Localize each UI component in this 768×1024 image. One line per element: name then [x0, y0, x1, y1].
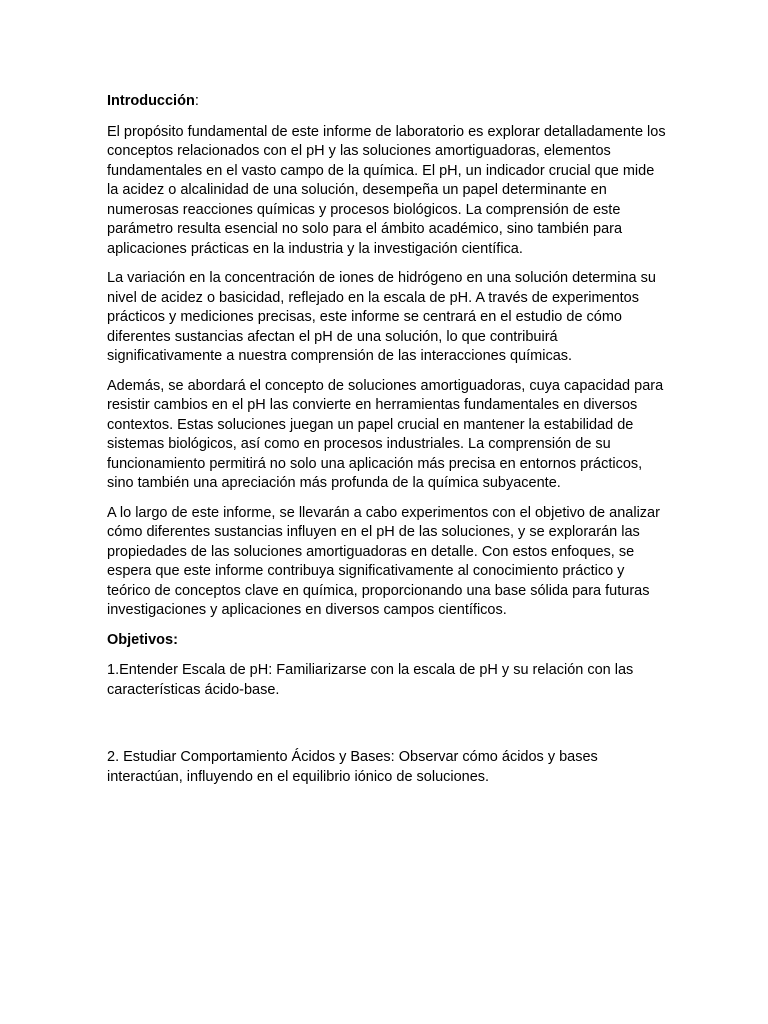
objectives-heading: Objetivos: — [107, 631, 178, 648]
intro-paragraph-2: La variación en la concentración de iones de hidrógeno en una solución determina su nivel de acidez o basicidad, reflejado en la escala de pH. A través de experimentos prácticos y mediciones precisas, este informe se centrará en el estudio de cómo diferentes sustancias afectan el pH de una solución, lo que contribuirá significativamente a nuestra comprensión de las interacciones químicas. — [107, 270, 656, 364]
intro-paragraph-4: A lo largo de este informe, se llevarán a cabo experimentos con el objetivo de analizar cómo diferentes sustancias influyen en el pH de las soluciones, y se explorarán las propiedades de las soluciones amortiguadoras en detalle. Con estos enfoques, se espera que este informe contribuya significativamente al conocimiento práctico y teórico de conceptos clave en química, proporcionando una base sólida para futuras investigaciones y aplicaciones en diversos campos científicos. — [107, 504, 660, 618]
introduction-heading-colon: : — [194, 93, 199, 109]
introduction-heading-text: Introducción — [107, 93, 195, 109]
objective-item-1: 1.Entender Escala de pH: Familiarizarse con la escala de pH y su relación con las características ácido-base. — [107, 662, 634, 698]
document-page — [107, 92, 667, 797]
objective-item-2: 2. Estudiar Comportamiento Ácidos y Bases: Observar cómo ácidos y bases interactúan, influyendo en el equilibrio iónico de soluciones. — [107, 749, 598, 785]
introduction-heading — [107, 92, 667, 112]
intro-paragraph-3: Además, se abordará el concepto de soluciones amortiguadoras, cuya capacidad para resistir cambios en el pH las convierte en herramientas fundamentales en diversos contextos. Estas soluciones juegan un papel crucial en mantener la estabilidad de sistemas biológicos, así como en procesos industriales. La comprensión de su funcionamiento permitirá no solo una aplicación más precisa en entornos prácticos, sino también una apreciación más profunda de la química subyacente. — [107, 377, 664, 491]
blank-spacer — [107, 710, 667, 748]
intro-paragraph-1: El propósito fundamental de este informe de laboratorio es explorar detalladamente los conceptos relacionados con el pH y las soluciones amortiguadoras, elementos fundamentales en el vasto campo de la química. El pH, un indicador crucial que mide la acidez o alcalinidad de una solución, desempeña un papel determinante en numerosas reacciones químicas y procesos biológicos. La comprensión de este parámetro resulta esencial no solo para el ámbito académico, sino también para aplicaciones prácticas en la industria y la investigación científica. — [107, 123, 666, 257]
